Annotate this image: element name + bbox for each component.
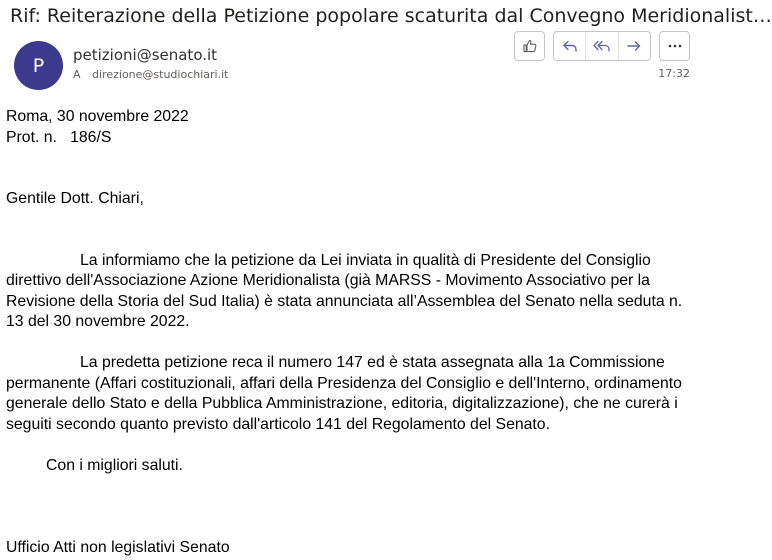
greeting: Gentile Dott. Chiari, [6, 190, 144, 207]
recipient-row [73, 67, 228, 83]
email-subject: Rif: Reiterazione della Petizione popolare scaturita dal Convegno Meridionalist… [10, 5, 772, 27]
recipient-address[interactable]: direzione@studiochiari.it [92, 68, 229, 81]
reply-all-icon [592, 38, 612, 54]
forward-button[interactable] [619, 32, 650, 60]
message-body [6, 107, 690, 558]
paragraph-1: La informiamo che la petizione da Lei inviata in qualità di Presidente del Consiglio direttivo dell'Associazione Azione Meridionalista (già MARSS - Movimento Associativo per la Revisione della Storia del Sud Italia) è stata annunciata all’Assemblea del Senato nella seduta n. 13 del 30 novembre 2022. [6, 251, 683, 330]
reply-icon [561, 38, 579, 54]
more-icon [667, 38, 683, 54]
forward-icon [625, 38, 643, 54]
thumbs-up-icon [522, 38, 538, 54]
more-actions-button[interactable] [659, 31, 690, 61]
avatar-initial: P [32, 54, 45, 77]
signature: Ufficio Atti non legislativi Senato [6, 538, 230, 556]
like-button[interactable] [514, 31, 545, 61]
recipient-prefix: A [73, 68, 81, 81]
reply-button[interactable] [554, 32, 586, 60]
protocol-line: Prot. n. 186/S [6, 128, 112, 146]
reply-all-button[interactable] [586, 32, 618, 60]
date-line: Roma, 30 novembre 2022 [6, 108, 189, 125]
reply-actions [553, 31, 651, 61]
message-time: 17:32 [658, 67, 690, 80]
closing-line: Con i migliori saluti. [46, 456, 183, 474]
sender-address[interactable]: petizioni@senato.it [73, 46, 218, 64]
avatar[interactable] [14, 41, 63, 90]
paragraph-2: La predetta petizione reca il numero 147 ed è stata assegnata alla 1a Commissione permanente (Affari costituzionali, affari della Presidenza del Consiglio e dell'Interno, ordinamento generale dello Stato e della Pubblica Amministrazione, editoria, digitalizzazione), che ne curerà i seguiti secondo quanto previsto dall'articolo 141 del Regolamento del Senato. [6, 354, 682, 433]
